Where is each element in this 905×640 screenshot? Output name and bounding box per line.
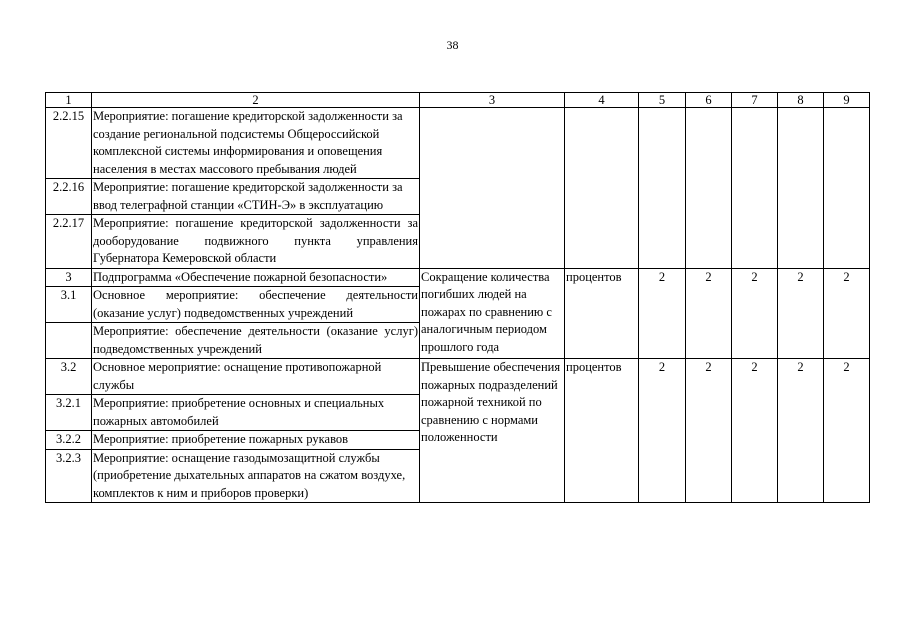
indicator-unit: процентов <box>565 268 639 359</box>
value-empty <box>824 108 870 269</box>
indicator-name: Сокращение количества погибших людей на пожарах по сравнению с аналогичным периодом прошлого года <box>420 268 565 359</box>
table-row <box>46 359 870 395</box>
row-text: Основное мероприятие: оснащение противопожарной службы <box>92 359 420 395</box>
value-empty <box>686 108 732 269</box>
row-text: Мероприятие: обеспечение деятельности (оказание услуг) подведомственных учреждений <box>92 323 420 359</box>
indicator-value: 2 <box>824 268 870 359</box>
header-cell: 6 <box>686 93 732 108</box>
header-cell: 3 <box>420 93 565 108</box>
value-empty <box>732 108 778 269</box>
row-number: 3.2.3 <box>46 449 92 503</box>
row-number: 2.2.17 <box>46 215 92 269</box>
indicator-value: 2 <box>686 268 732 359</box>
page-number: 38 <box>446 38 459 52</box>
indicator-empty <box>420 108 565 269</box>
row-number: 3.1 <box>46 287 92 323</box>
header-cell: 1 <box>46 93 92 108</box>
row-number: 2.2.16 <box>46 179 92 215</box>
header-cell: 9 <box>824 93 870 108</box>
indicator-value: 2 <box>732 268 778 359</box>
row-number: 2.2.15 <box>46 108 92 179</box>
indicator-value: 2 <box>639 268 686 359</box>
row-text: Мероприятие: приобретение пожарных рукавов <box>92 431 420 450</box>
indicator-value: 2 <box>639 359 686 503</box>
row-text: Мероприятие: приобретение основных и специальных пожарных автомобилей <box>92 395 420 431</box>
unit-empty <box>565 108 639 269</box>
indicator-name: Превышение обеспечения пожарных подразделений пожарной техникой по сравнению с нормами положенности <box>420 359 565 503</box>
indicator-unit: процентов <box>565 359 639 503</box>
indicator-value: 2 <box>778 359 824 503</box>
program-table <box>45 92 870 503</box>
table-row <box>46 268 870 287</box>
value-empty <box>639 108 686 269</box>
row-text: Подпрограмма «Обеспечение пожарной безопасности» <box>92 268 420 287</box>
row-number: 3.2 <box>46 359 92 395</box>
row-number <box>46 323 92 359</box>
header-cell: 7 <box>732 93 778 108</box>
row-number: 3.2.2 <box>46 431 92 450</box>
header-cell: 8 <box>778 93 824 108</box>
row-text: Мероприятие: погашение кредиторской задолженности за создание региональной подсистемы Общероссийской комплексной системы информирования и оповещения населения в местах массового пребывания людей <box>92 108 420 179</box>
header-row <box>46 93 870 108</box>
row-text: Мероприятие: погашение кредиторской задолженности за дооборудование подвижного пункта управления Губернатора Кемеровской области <box>92 215 420 269</box>
header-cell: 5 <box>639 93 686 108</box>
row-number: 3 <box>46 268 92 287</box>
table-row <box>46 108 870 179</box>
indicator-value: 2 <box>824 359 870 503</box>
indicator-value: 2 <box>732 359 778 503</box>
row-number: 3.2.1 <box>46 395 92 431</box>
value-empty <box>778 108 824 269</box>
indicator-value: 2 <box>778 268 824 359</box>
row-text: Основное мероприятие: обеспечение деятельности (оказание услуг) подведомственных учреждений <box>92 287 420 323</box>
row-text: Мероприятие: оснащение газодымозащитной службы (приобретение дыхательных аппаратов на сжатом воздухе, комплектов к ним и приборов проверки) <box>92 449 420 503</box>
header-cell: 2 <box>92 93 420 108</box>
indicator-value: 2 <box>686 359 732 503</box>
header-cell: 4 <box>565 93 639 108</box>
row-text: Мероприятие: погашение кредиторской задолженности за ввод телеграфной станции «СТИН-Э» в эксплуатацию <box>92 179 420 215</box>
